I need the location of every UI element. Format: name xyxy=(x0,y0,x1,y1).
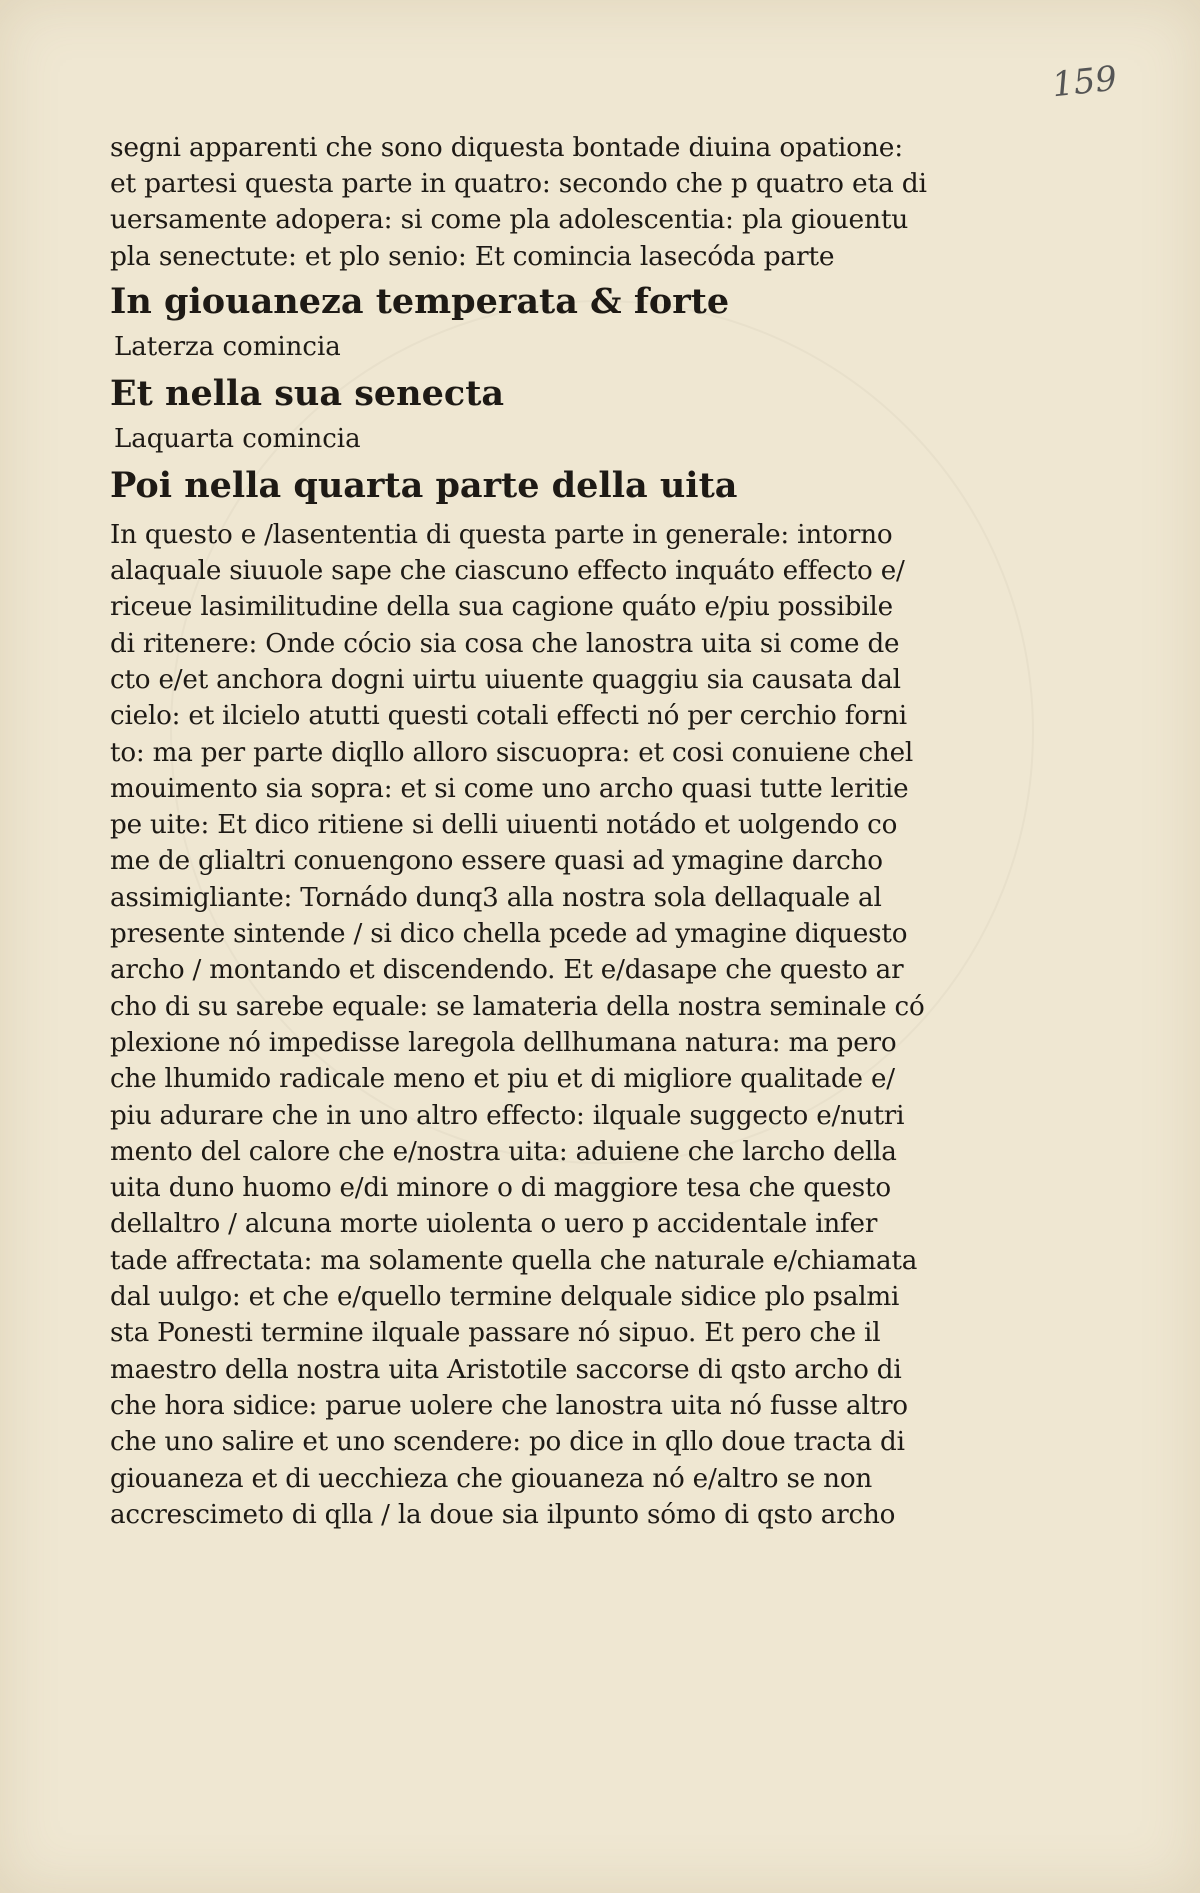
text-line: che uno salire et uno scendere: po dice in qllo doue tracta di xyxy=(110,1427,905,1458)
section-heading-1: In giouaneza temperata & forte xyxy=(110,280,730,322)
text-line: me de glialtri conuengono essere quasi ad ymagine darcho xyxy=(110,846,883,877)
text-line: cto e/et anchora dogni uirtu uiuente quaggiu sia causata dal xyxy=(110,665,901,695)
text-line: che lhumido radicale meno et piu et di migliore qualitade e/ xyxy=(110,1064,895,1095)
text-line: alaquale siuuole sape che ciascuno effecto inquáto effecto e/ xyxy=(110,556,905,587)
text-line: uersamente adopera: si come pla adolescentia: pla giouentu xyxy=(110,204,909,236)
text-block xyxy=(110,130,927,1533)
section-heading-2: Et nella sua senecta xyxy=(110,372,505,414)
text-line: tade affrectata: ma solamente quella che naturale e/chiamata xyxy=(110,1245,918,1276)
text-line: di ritenere: Onde cócio sia cosa che lanostra uita si come de xyxy=(110,628,900,659)
text-line: mento del calore che e/nostra uita: aduiene che larcho della xyxy=(110,1136,897,1167)
folio-number: 159 xyxy=(1050,58,1119,106)
text-line: cielo: et ilcielo atutti questi cotali effecti nó per cerchio forni xyxy=(110,701,907,732)
intro-paragraph xyxy=(110,130,927,275)
text-line: mouimento sia sopra: et si come uno archo quasi tutte leritie xyxy=(110,773,909,804)
text-line: uita duno huomo e/di minore o di maggiore tesa che questo xyxy=(110,1173,891,1204)
text-line: sta Ponesti termine ilquale passare nó sipuo. Et pero che il xyxy=(110,1318,881,1349)
text-line: giouaneza et di uecchieza che giouaneza nó e/altro se non xyxy=(110,1463,873,1494)
text-line: maestro della nostra uita Aristotile saccorse di qsto archo di xyxy=(110,1354,902,1385)
section-label-3: Laquarta comincia xyxy=(114,423,361,454)
text-line: to: ma per parte diqllo alloro siscuopra: et cosi conuiene chel xyxy=(110,737,914,768)
text-line: piu adurare che in uno altro effecto: ilquale suggecto e/nutri xyxy=(110,1100,905,1131)
text-line: In questo e /lasententia di questa parte in generale: intorno xyxy=(110,519,893,550)
text-line: accrescimeto di qlla / la doue sia ilpunto sómo di qsto archo xyxy=(110,1499,896,1530)
text-line: pe uite: Et dico ritiene si delli uiuenti notádo et uolgendo co xyxy=(110,810,898,841)
body-paragraph xyxy=(110,517,925,1533)
text-line: segni apparenti che sono diquesta bontade diuina opatione: xyxy=(110,132,903,163)
text-line: presente sintende / si dico chella pcede ad ymagine diquesto xyxy=(110,919,908,950)
text-line: che hora sidice: parue uolere che lanostra uita nó fusse altro xyxy=(110,1390,908,1421)
text-line: archo / montando et discendendo. Et e/dasape che questo ar xyxy=(110,955,904,986)
text-line: riceue lasimilitudine della sua cagione quáto e/piu possibile xyxy=(110,592,893,623)
text-line: et partesi questa parte in quatro: secondo che p quatro eta di xyxy=(110,168,927,200)
text-line: assimigliante: Tornádo dunq3 alla nostra sola dellaquale al xyxy=(110,882,882,913)
text-line: plexione nó impedisse laregola dellhumana natura: ma pero xyxy=(110,1027,897,1058)
text-line: dellaltro / alcuna morte uiolenta o uero p accidentale infer xyxy=(110,1209,878,1240)
section-heading-3: Poi nella quarta parte della uita xyxy=(110,464,738,506)
section-label-2: Laterza comincia xyxy=(114,331,341,362)
text-line: dal uulgo: et che e/quello termine delquale sidice plo psalmi xyxy=(110,1282,900,1313)
text-line: pla senectute: et plo senio: Et comincia lasecóda parte xyxy=(110,240,835,272)
text-line: cho di su sarebe equale: se lamateria della nostra seminale có xyxy=(110,991,925,1022)
